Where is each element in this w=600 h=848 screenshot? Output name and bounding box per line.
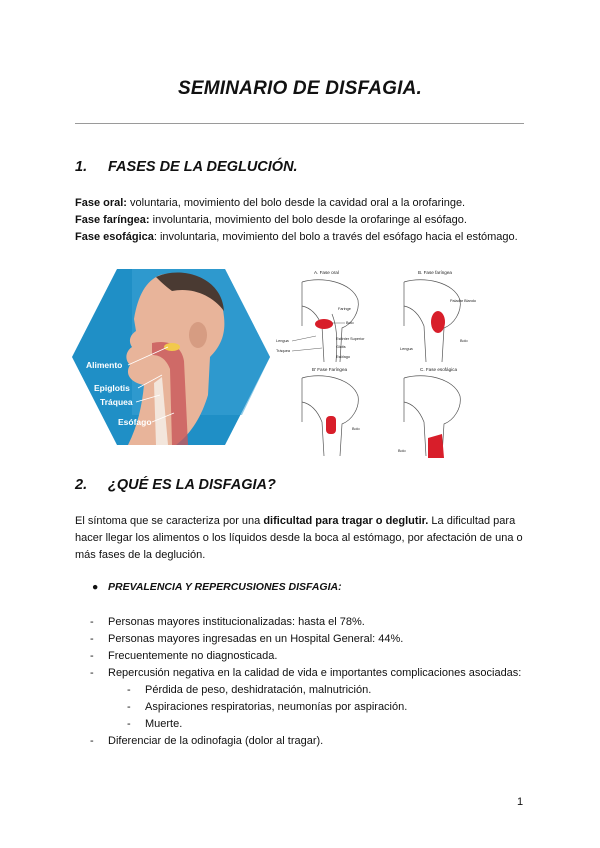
list-item: - Diferenciar de la odinofagia (dolor al tragar). — [90, 735, 324, 747]
sub-list-item: - Muerte. — [127, 718, 183, 730]
sub-list-item: - Aspiraciones respiratorias, neumonías por aspiración. — [127, 701, 408, 713]
label-epiglotis: Epiglotis — [94, 383, 130, 393]
svg-text:Glotis: Glotis — [336, 345, 346, 349]
panel-a-title: A. Fase oral — [314, 270, 339, 275]
svg-text:Faringe: Faringe — [338, 307, 351, 311]
section-2-number: 2. — [75, 477, 88, 493]
bolus-phase-b — [431, 311, 445, 333]
svg-text:Bolo: Bolo — [352, 427, 360, 431]
phase-oral: Fase oral: voluntaria, movimiento del bolo desde la cavidad oral a la orofaringe. — [75, 197, 466, 209]
swallowing-anatomy-illustration — [72, 265, 270, 448]
phase-pharyngeal: Fase faríngea: involuntaria, movimiento del bolo desde la orofaringe al esófago. — [75, 214, 467, 226]
phase-esophageal: Fase esofágica: involuntaria, movimiento del bolo a través del esófago hacia el estómago. — [75, 231, 518, 243]
title-divider — [75, 123, 524, 124]
svg-text:Bolo: Bolo — [346, 321, 354, 325]
list-item: - Frecuentemente no diagnosticada. — [90, 650, 278, 662]
section-1-number: 1. — [75, 159, 88, 175]
label-alimento: Alimento — [86, 360, 123, 370]
section-2-title: ¿QUÉ ES LA DISFAGIA? — [108, 477, 276, 493]
svg-text:Paladar Blando: Paladar Blando — [450, 299, 476, 303]
svg-text:Lengua: Lengua — [276, 339, 289, 343]
panel-b-title: B. Fase faríngea — [418, 270, 452, 275]
panel-b2-title: B' Fase Faríngea — [312, 367, 348, 372]
bullet-dot: ● — [92, 581, 99, 593]
document-title: SEMINARIO DE DISFAGIA. — [177, 78, 423, 99]
bolus-phase-c — [428, 434, 444, 458]
section-2-heading — [75, 477, 276, 493]
svg-text:Bolo: Bolo — [460, 339, 468, 343]
swallowing-phases-diagram — [272, 266, 484, 458]
sub-list-item: - Pérdida de peso, deshidratación, malnutrición. — [127, 684, 372, 696]
svg-text:Esófago: Esófago — [336, 355, 350, 359]
ear — [189, 322, 207, 348]
definition-paragraph: El síntoma que se caracteriza por una dificultad para tragar o deglutir. La dificultad para hacer llegar los alimentos o los líquidos desde la boca al estómago, por afectación de una o más fases de la deglución. — [75, 515, 523, 561]
page-number: 1 — [517, 796, 524, 808]
svg-text:Tráquea: Tráquea — [276, 349, 291, 353]
section-1-heading — [75, 159, 298, 175]
bolus-phase-a — [315, 319, 333, 329]
prevalence-list — [75, 614, 521, 750]
food-bolus — [164, 343, 180, 351]
label-esofago: Esófago — [118, 417, 152, 427]
svg-text:Esfínter Superior: Esfínter Superior — [336, 337, 365, 341]
prevalence-heading-text: PREVALENCIA Y REPERCUSIONES DISFAGIA: — [108, 581, 342, 593]
panel-c-title: C. Fase esofágica — [420, 367, 458, 372]
list-item: - Personas mayores institucionalizadas: hasta el 78%. — [90, 616, 365, 628]
section-1-title: FASES DE LA DEGLUCIÓN. — [108, 159, 298, 175]
list-item: - Repercusión negativa en la calidad de vida e importantes complicaciones asociadas: — [90, 667, 522, 679]
svg-text:Bolo: Bolo — [398, 449, 406, 453]
list-item: - Personas mayores ingresadas en un Hospital General: 44%. — [90, 633, 404, 645]
phases-paragraph — [75, 195, 527, 246]
label-traquea: Tráquea — [100, 397, 133, 407]
prevalence-heading — [92, 581, 342, 593]
svg-text:Lengua: Lengua — [400, 347, 413, 351]
bolus-phase-b2 — [326, 416, 336, 434]
